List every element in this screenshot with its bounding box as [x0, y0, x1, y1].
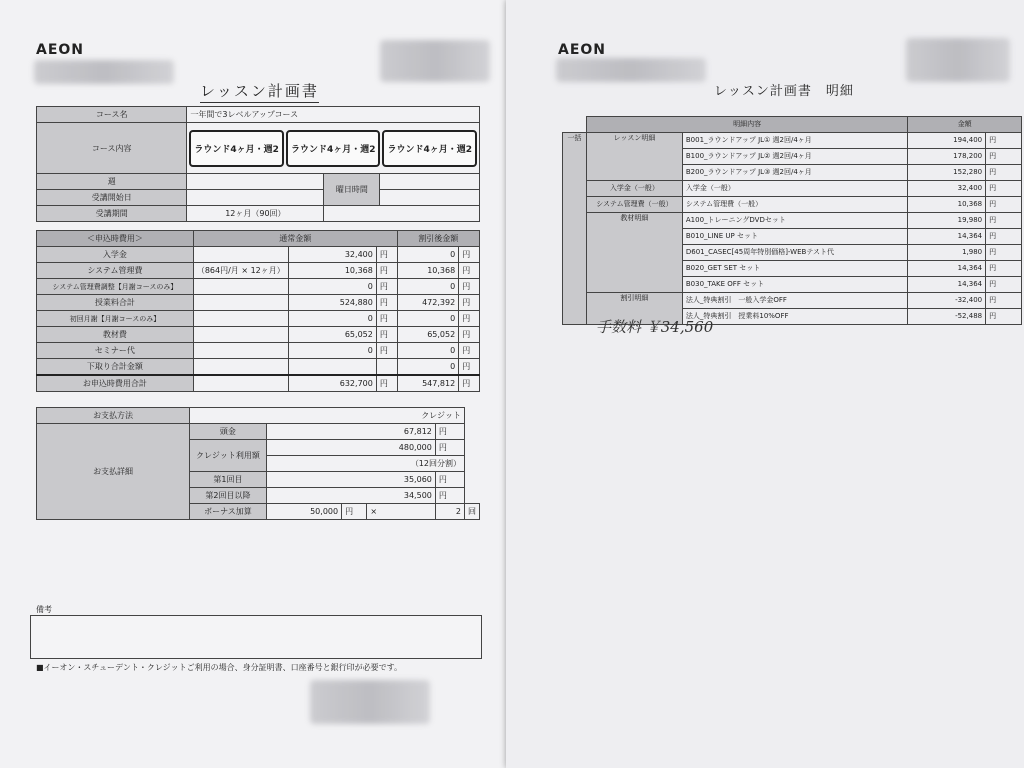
fee-label: 入学金: [37, 247, 194, 263]
start-date-label: 受講開始日: [37, 190, 187, 206]
fee-unit: 円: [459, 295, 480, 311]
item-desc: B010_LINE UP セット: [682, 228, 908, 244]
deposit-value: 67,812: [266, 424, 435, 440]
item-unit: 円: [986, 244, 1022, 260]
day-time-value-2: [380, 190, 480, 206]
fees-header-discount: 割引後金額: [397, 231, 479, 247]
detail-row: [563, 132, 1022, 148]
fee-row: [37, 359, 480, 376]
group-category: システム管理費（一般）: [586, 196, 682, 212]
fee-label: 授業料合計: [37, 295, 194, 311]
fee-regular: 0: [288, 311, 376, 327]
fee-unit: 円: [376, 279, 397, 295]
redacted-area: [310, 680, 430, 724]
fee-row: [37, 311, 480, 327]
fee-unit: 円: [459, 279, 480, 295]
redacted-area: [380, 40, 490, 82]
item-amount: 178,200: [908, 148, 986, 164]
fee-total-discount: 547,812: [397, 375, 459, 392]
bonus-unit: 円: [342, 504, 367, 520]
credit-value: 480,000: [266, 440, 435, 456]
fee-discount: 0: [397, 279, 459, 295]
fee-row: [37, 279, 480, 295]
fee-total-label: お申込時費用合計: [37, 375, 194, 392]
fee-unit: 円: [376, 295, 397, 311]
fee-row: [37, 247, 480, 263]
item-unit: 円: [986, 308, 1022, 324]
period-label: 受講期間: [37, 206, 187, 222]
item-unit: 円: [986, 148, 1022, 164]
item-amount: 32,400: [908, 180, 986, 196]
fee-unit: 円: [459, 327, 480, 343]
item-unit: 円: [986, 196, 1022, 212]
redacted-area: [556, 58, 706, 82]
fee-note: [193, 359, 288, 376]
fee-discount: 65,052: [397, 327, 459, 343]
fee-note: [193, 343, 288, 359]
item-amount: 10,368: [908, 196, 986, 212]
fee-regular: 0: [288, 343, 376, 359]
right-sheet: [506, 0, 1024, 768]
course-box-2: ラウンド4ヶ月・週2: [286, 130, 381, 167]
fee-discount: 0: [397, 359, 459, 376]
course-content-cell: [187, 123, 480, 174]
detail-row: [563, 196, 1022, 212]
item-desc: 法人_特典割引 一般入学金OFF: [682, 292, 908, 308]
left-sheet: [0, 0, 506, 768]
item-amount: 14,364: [908, 228, 986, 244]
detail-row: [563, 180, 1022, 196]
bonus-times-sign: ×: [367, 504, 435, 520]
bonus-label: ボーナス加算: [190, 504, 267, 520]
fee-label: 教材費: [37, 327, 194, 343]
payment-detail-label: お支払詳細: [37, 424, 190, 520]
yen-unit: 円: [435, 472, 464, 488]
week-label: 週: [37, 174, 187, 190]
item-desc: システム管理費（一般）: [682, 196, 908, 212]
item-unit: 円: [986, 180, 1022, 196]
item-unit: 円: [986, 132, 1022, 148]
redacted-area: [906, 38, 1010, 82]
fee-unit: 円: [459, 263, 480, 279]
yen-unit: 円: [435, 488, 464, 504]
remarks-label: 備考: [36, 605, 52, 614]
item-amount: -52,488: [908, 308, 986, 324]
aeon-logo-left: AEON: [36, 42, 85, 58]
fee-label: システム管理費調整【月謝コースのみ】: [37, 279, 194, 295]
credit-label: クレジット利用額: [190, 440, 267, 472]
fee-row: [37, 263, 480, 279]
item-amount: 1,980: [908, 244, 986, 260]
fee-unit: 円: [459, 359, 480, 376]
group-category: 入学金（一般）: [586, 180, 682, 196]
fee-discount: 0: [397, 343, 459, 359]
detail-title: レッスン計画書 明細: [714, 84, 854, 99]
item-unit: 円: [986, 164, 1022, 180]
fee-note: [193, 279, 288, 295]
document-title: レッスン計画書: [200, 80, 319, 103]
course-name-label: コース名: [37, 107, 187, 123]
item-unit: 円: [986, 212, 1022, 228]
item-desc: B001_ラウンドアップ JL① 週2回/4ヶ月: [682, 132, 908, 148]
fee-unit: 円: [459, 311, 480, 327]
detail-row: [563, 212, 1022, 228]
fee-unit: 円: [376, 327, 397, 343]
start-date-value: [187, 190, 324, 206]
fee-unit: [376, 359, 397, 376]
item-desc: B030_TAKE OFF セット: [682, 276, 908, 292]
second-payment-value: 34,500: [266, 488, 435, 504]
item-desc: 法人_特典割引 授業料10%OFF: [682, 308, 908, 324]
second-payment-label: 第2回目以降: [190, 488, 267, 504]
item-desc: B020_GET SET セット: [682, 260, 908, 276]
item-amount: 152,280: [908, 164, 986, 180]
course-box-3: ラウンド4ヶ月・週2: [382, 130, 477, 167]
fee-regular: 32,400: [288, 247, 376, 263]
handwritten-fee-note: 手数料 ￥34,560: [596, 318, 714, 336]
course-table: [36, 106, 480, 222]
item-desc: 入学金（一般）: [682, 180, 908, 196]
fee-regular: 0: [288, 279, 376, 295]
detail-row: [563, 292, 1022, 308]
day-time-label: 曜日時間: [324, 174, 380, 206]
header-amount: 金額: [908, 117, 1022, 133]
redacted-area: [34, 60, 174, 84]
item-amount: 19,980: [908, 212, 986, 228]
group-category: 教材明細: [586, 212, 682, 292]
fee-regular: 524,880: [288, 295, 376, 311]
fee-discount: 0: [397, 247, 459, 263]
fee-note: [193, 295, 288, 311]
item-amount: 14,364: [908, 276, 986, 292]
fee-note: [193, 327, 288, 343]
item-desc: B100_ラウンドアップ JL② 週2回/4ヶ月: [682, 148, 908, 164]
first-payment-value: 35,060: [266, 472, 435, 488]
fee-discount: 472,392: [397, 295, 459, 311]
item-amount: 14,364: [908, 260, 986, 276]
course-box-1: ラウンド4ヶ月・週2: [189, 130, 284, 167]
remarks-box: [30, 615, 482, 659]
item-desc: A100_トレーニングDVDセット: [682, 212, 908, 228]
course-content-label: コース内容: [37, 123, 187, 174]
course-name-value: 一年間で3レベルアップコース: [187, 107, 480, 123]
item-unit: 円: [986, 260, 1022, 276]
fee-unit: 円: [376, 247, 397, 263]
payment-table: [36, 407, 480, 520]
bonus-value: 50,000: [266, 504, 341, 520]
yen-unit: 円: [435, 440, 464, 456]
item-unit: 円: [986, 276, 1022, 292]
period-empty: [324, 206, 480, 222]
group-category: レッスン明細: [586, 132, 682, 180]
item-desc: D601_CASEC[45周年特別価格]-WEBテスト代: [682, 244, 908, 260]
week-value: [187, 174, 324, 190]
fees-header-label: ＜申込時費用＞: [37, 231, 194, 247]
fee-regular: 65,052: [288, 327, 376, 343]
deposit-label: 頭金: [190, 424, 267, 440]
detail-table: [562, 116, 1022, 325]
credit-split: （12回分割）: [266, 456, 464, 472]
fee-unit: 円: [459, 247, 480, 263]
item-amount: -32,400: [908, 292, 986, 308]
fee-row: [37, 295, 480, 311]
fee-row: [37, 327, 480, 343]
fee-label: システム管理費: [37, 263, 194, 279]
fee-label: セミナー代: [37, 343, 194, 359]
fee-label: 初回月謝【月謝コースのみ】: [37, 311, 194, 327]
fee-regular: [288, 359, 376, 376]
day-time-value-1: [380, 174, 480, 190]
bonus-count: 2: [435, 504, 464, 520]
fee-total-row: [37, 375, 480, 392]
fee-regular: 10,368: [288, 263, 376, 279]
fee-unit: 円: [376, 343, 397, 359]
fees-header-regular: 通常金額: [193, 231, 397, 247]
fee-note: [193, 311, 288, 327]
header-spacer: [563, 117, 587, 133]
fee-unit: 円: [376, 375, 397, 392]
fee-note: [193, 375, 288, 392]
fee-total-regular: 632,700: [288, 375, 376, 392]
fee-unit: 円: [459, 343, 480, 359]
footnote: ■イーオン・スチューデント・クレジットご利用の場合、身分証明書、口座番号と銀行印が必要です。: [36, 663, 402, 672]
fee-row: [37, 343, 480, 359]
fee-discount: 10,368: [397, 263, 459, 279]
fee-label: 下取り合計金額: [37, 359, 194, 376]
yen-unit: 円: [435, 424, 464, 440]
aeon-logo-right: AEON: [558, 42, 607, 58]
item-unit: 円: [986, 292, 1022, 308]
lump-label: 一括: [563, 132, 587, 324]
header-content: 明細内容: [586, 117, 907, 133]
group-category: 割引明細: [586, 292, 682, 324]
fee-unit: 円: [459, 375, 480, 392]
fee-note: （864円/月 × 12ヶ月）: [193, 263, 288, 279]
period-value: 12ヶ月（90回）: [187, 206, 324, 222]
fee-discount: 0: [397, 311, 459, 327]
fee-unit: 円: [376, 311, 397, 327]
fee-unit: 円: [376, 263, 397, 279]
item-amount: 194,400: [908, 132, 986, 148]
bonus-count-unit: 回: [465, 504, 480, 520]
item-unit: 円: [986, 228, 1022, 244]
item-desc: B200_ラウンドアップ JL③ 週2回/4ヶ月: [682, 164, 908, 180]
fees-table: [36, 230, 480, 392]
payment-method-value: クレジット: [190, 408, 465, 424]
fee-note: [193, 247, 288, 263]
first-payment-label: 第1回目: [190, 472, 267, 488]
payment-method-label: お支払方法: [37, 408, 190, 424]
